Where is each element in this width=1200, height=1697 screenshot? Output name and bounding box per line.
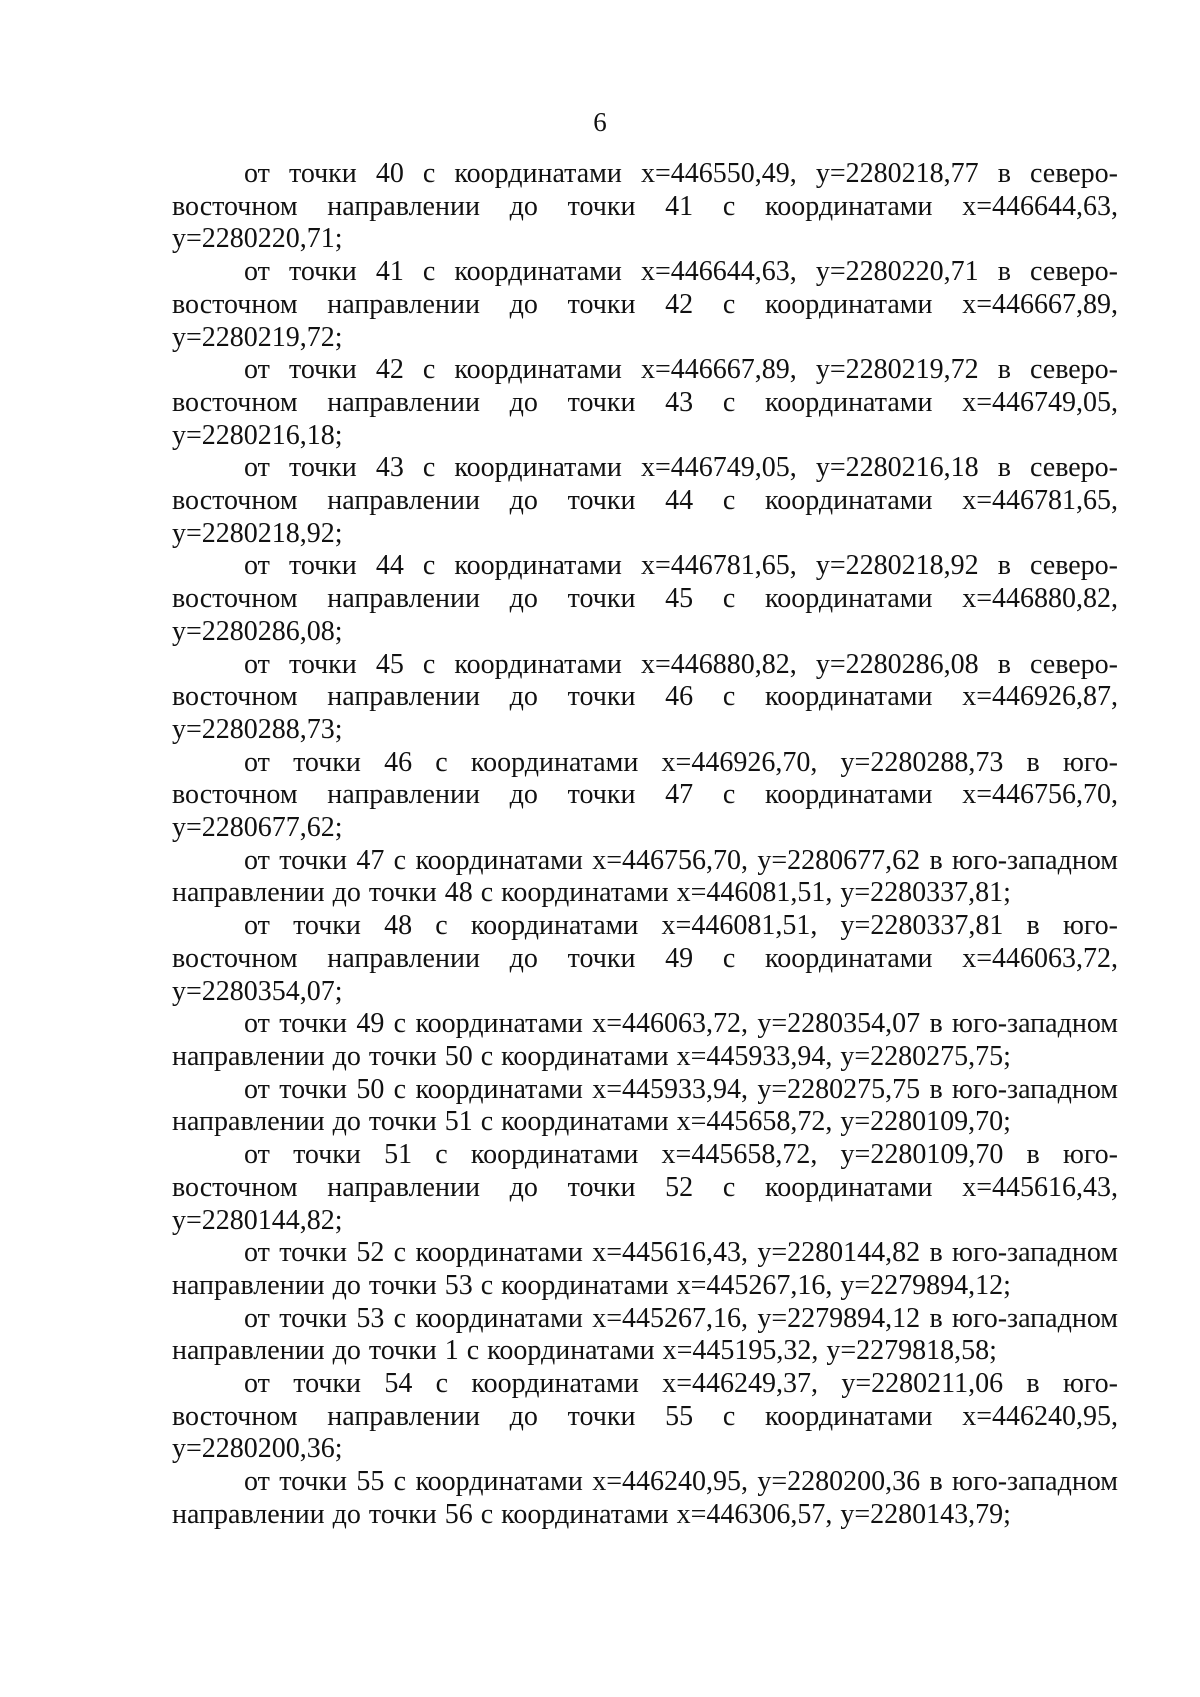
page-number: 6 — [593, 107, 607, 137]
paragraph: от точки 45 с координатами х=446880,82, у=2280286,08 в северо-восточном направлении до точки 46 с координатами х=446926,87, у=2280288,73; — [172, 648, 1118, 745]
paragraph: от точки 41 с координатами х=446644,63, у=2280220,71 в северо-восточном направлении до точки 42 с координатами х=446667,89, у=2280219,72; — [172, 256, 1118, 353]
paragraph: от точки 53 с координатами х=445267,16, у=2279894,12 в юго-западном направлении до точки 1 с координатами х=445195,32, у=2279818,58; — [172, 1302, 1118, 1367]
paragraph: от точки 54 с координатами х=446249,37, у=2280211,06 в юго-восточном направлении до точки 55 с координатами х=446240,95, у=2280200,36; — [172, 1368, 1118, 1465]
paragraph: от точки 47 с координатами х=446756,70, у=2280677,62 в юго-западном направлении до точки 48 с координатами х=446081,51, у=2280337,81; — [172, 844, 1118, 909]
paragraph: от точки 48 с координатами х=446081,51, у=2280337,81 в юго-восточном направлении до точки 49 с координатами х=446063,72, у=2280354,07; — [172, 910, 1118, 1007]
paragraph: от точки 49 с координатами х=446063,72, у=2280354,07 в юго-западном направлении до точки 50 с координатами х=445933,94, у=2280275,75; — [172, 1008, 1118, 1072]
paragraph: от точки 43 с координатами х=446749,05, у=2280216,18 в северо-восточном направлении до точки 44 с координатами х=446781,65, у=2280218,92; — [172, 452, 1118, 549]
paragraph: от точки 42 с координатами х=446667,89, у=2280219,72 в северо-восточном направлении до точки 43 с координатами х=446749,05, у=2280216,18; — [172, 354, 1118, 451]
paragraph: от точки 44 с координатами х=446781,65, у=2280218,92 в северо-восточном направлении до точки 45 с координатами х=446880,82, у=2280286,08; — [172, 550, 1118, 647]
document-body — [172, 158, 1118, 1532]
paragraph: от точки 51 с координатами х=445658,72, у=2280109,70 в юго-восточном направлении до точки 52 с координатами х=445616,43, у=2280144,82; — [172, 1139, 1118, 1236]
paragraph: от точки 46 с координатами х=446926,70, у=2280288,73 в юго-восточном направлении до точки 47 с координатами х=446756,70, у=2280677,62; — [172, 746, 1118, 844]
paragraph: от точки 55 с координатами х=446240,95, у=2280200,36 в юго-западном направлении до точки 56 с координатами х=446306,57, у=2280143,79; — [172, 1466, 1118, 1530]
paragraph: от точки 52 с координатами х=445616,43, у=2280144,82 в юго-западном направлении до точки 53 с координатами х=445267,16, у=2279894,12; — [172, 1237, 1118, 1301]
paragraph: от точки 50 с координатами х=445933,94, у=2280275,75 в юго-западном направлении до точки 51 с координатами х=445658,72, у=2280109,70; — [172, 1073, 1118, 1138]
paragraph: от точки 40 с координатами х=446550,49, у=2280218,77 в северо-восточном направлении до точки 41 с координатами х=446644,63, у=2280220,71; — [172, 158, 1118, 255]
